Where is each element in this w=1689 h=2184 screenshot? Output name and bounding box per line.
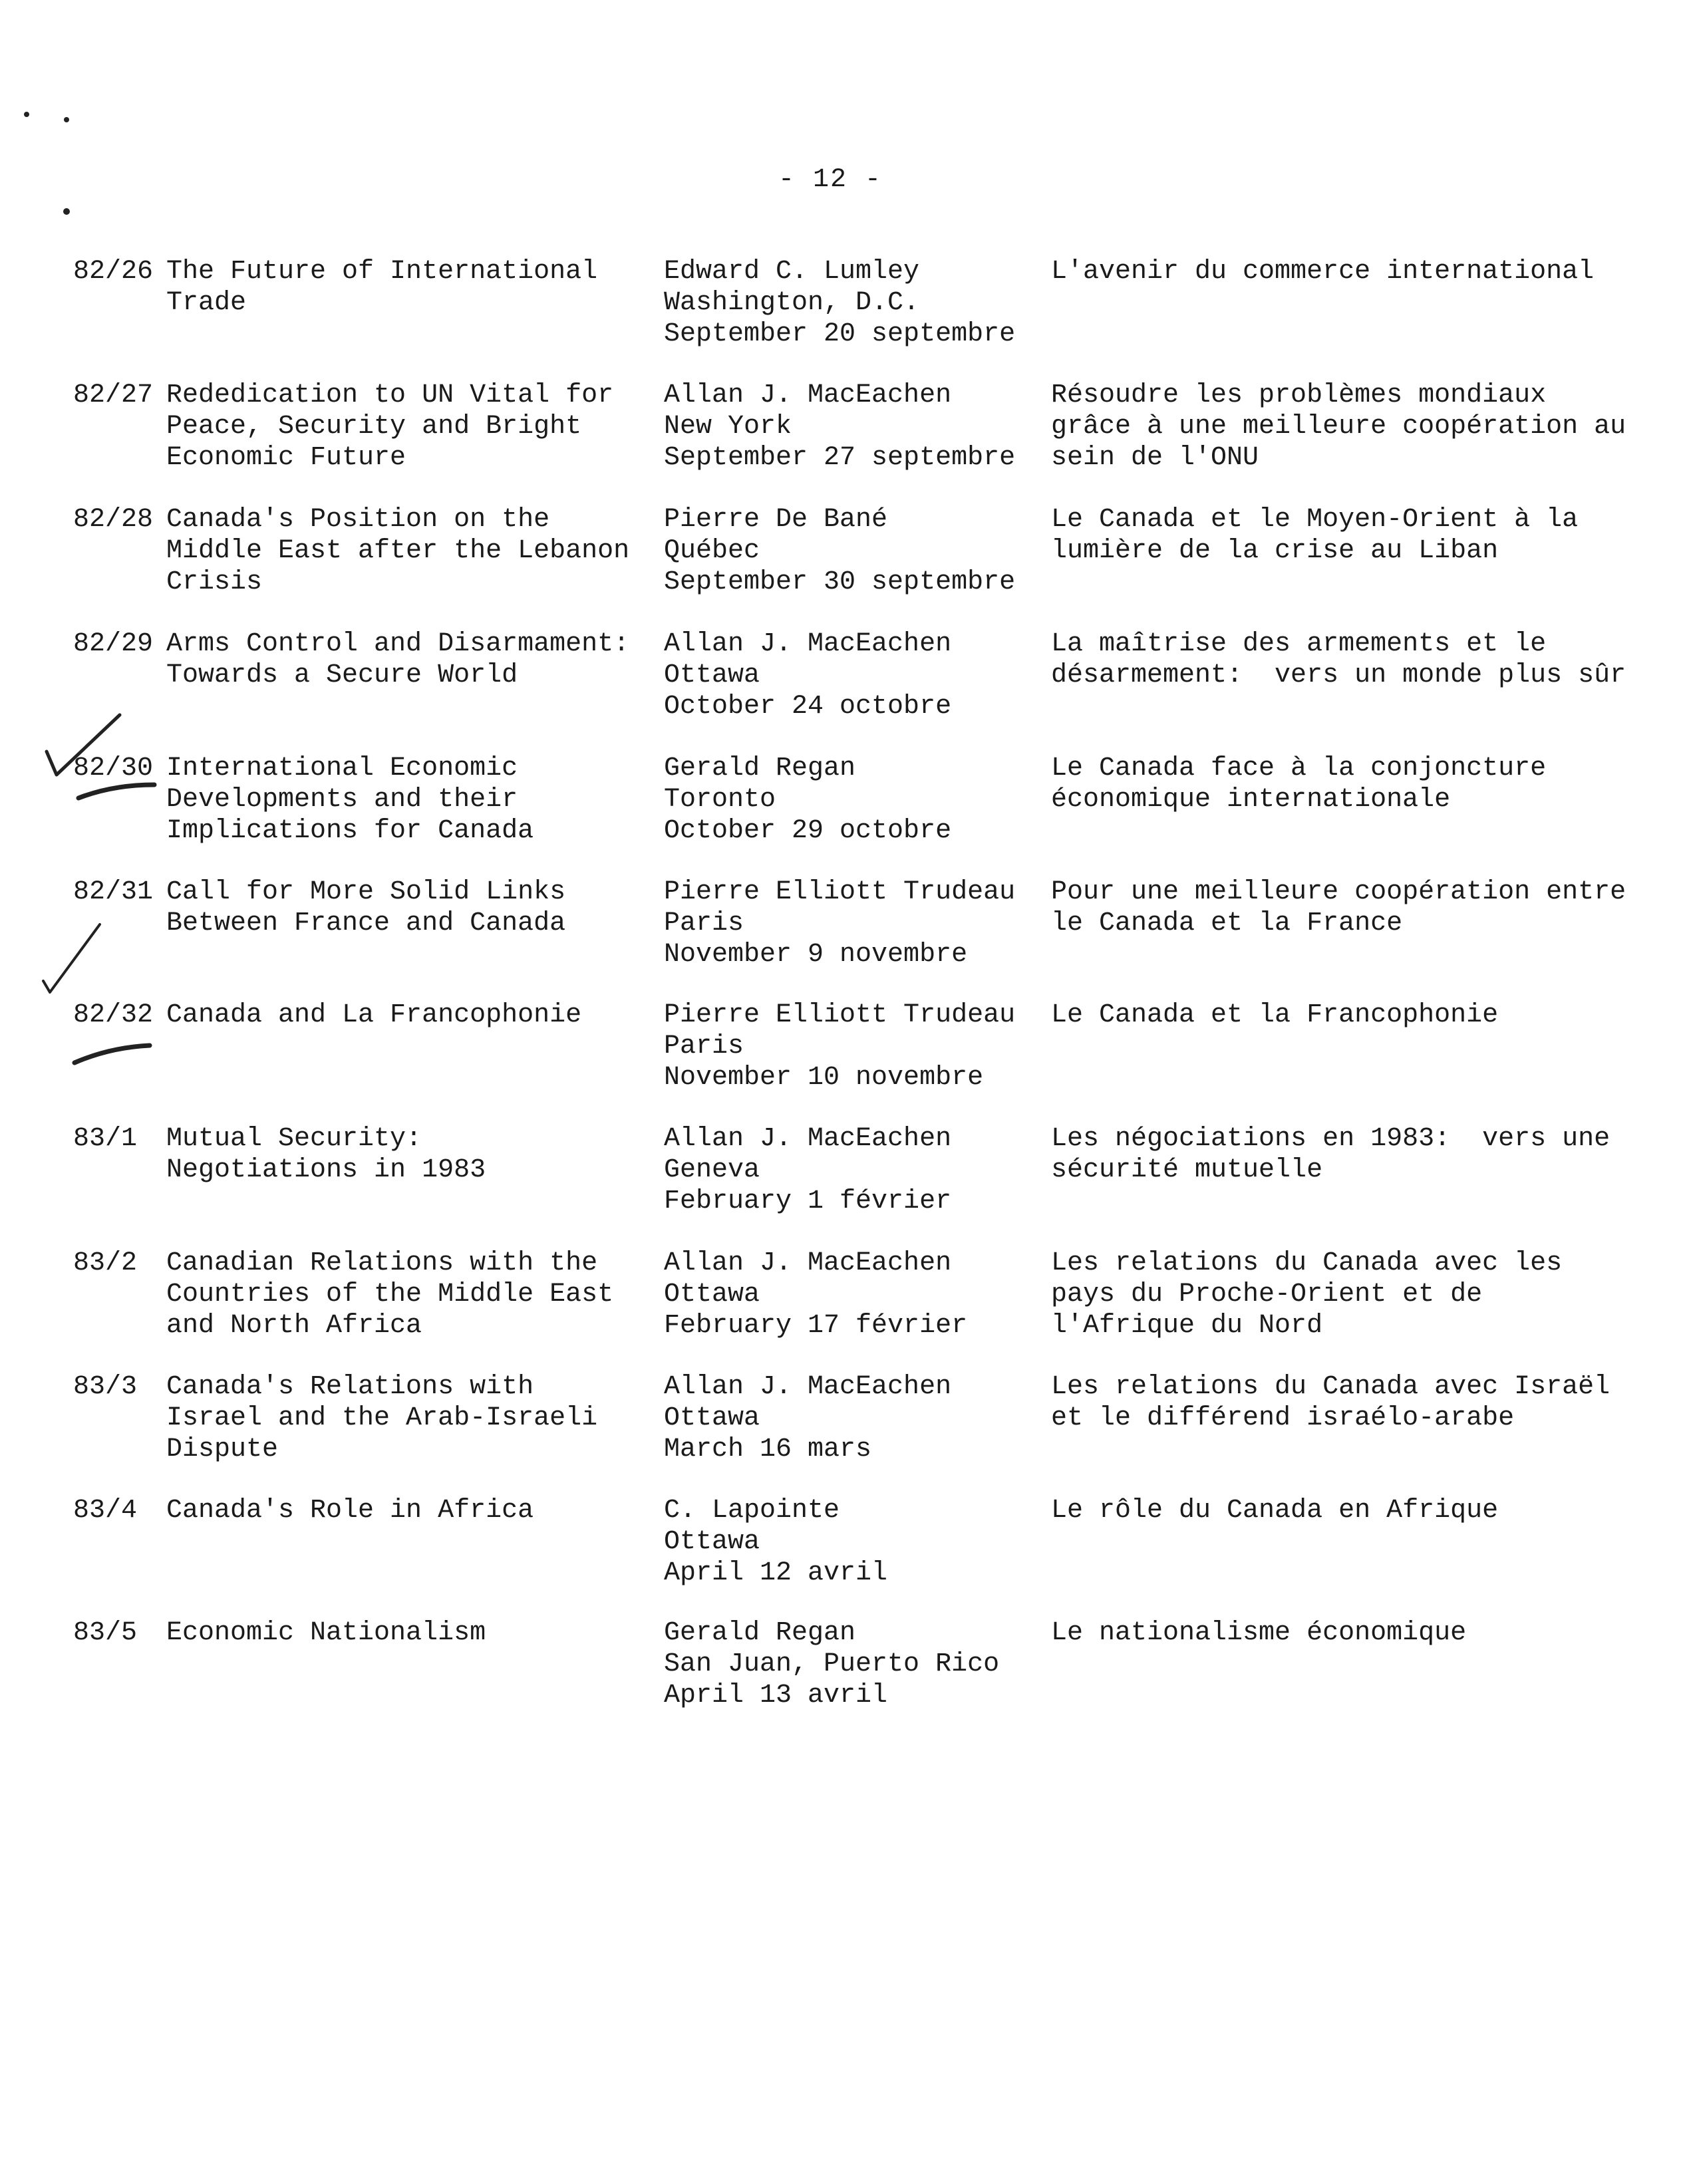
speaker-info-line: Ottawa bbox=[664, 1527, 760, 1557]
speech-title bbox=[166, 1248, 645, 1341]
french-title-line: Le Canada face à la conjoncture bbox=[1051, 753, 1547, 783]
speaker-info-line: Paris bbox=[664, 908, 744, 938]
speaker-info bbox=[664, 504, 1036, 598]
french-title-line: sein de l'ONU bbox=[1051, 443, 1259, 473]
french-title-line: Les relations du Canada avec les bbox=[1051, 1248, 1563, 1278]
page-number: - 12 - bbox=[778, 165, 883, 195]
french-title-line: lumière de la crise au Liban bbox=[1051, 536, 1499, 566]
speaker-info-line: Washington, D.C. bbox=[664, 288, 920, 318]
speaker-info-line: Ottawa bbox=[664, 660, 760, 690]
speaker-info bbox=[664, 256, 1036, 350]
speech-title-line: Canada's Relations with bbox=[166, 1372, 534, 1402]
french-title bbox=[1051, 1123, 1636, 1186]
speech-title bbox=[166, 753, 645, 847]
speaker-info-line: Pierre De Bané bbox=[664, 505, 888, 535]
speaker-info-line: Allan J. MacEachen bbox=[664, 629, 952, 659]
speaker-info-line: San Juan, Puerto Rico bbox=[664, 1649, 1000, 1679]
speech-title-line: Rededication to UN Vital for bbox=[166, 380, 614, 410]
speech-number: 82/32 bbox=[73, 1000, 154, 1030]
speaker-info-line: October 29 octobre bbox=[664, 816, 952, 846]
speaker-info bbox=[664, 1617, 1036, 1711]
underline-mark bbox=[78, 785, 154, 798]
speech-title bbox=[166, 1617, 645, 1649]
speaker-info bbox=[664, 1248, 1036, 1341]
speaker-info-line: Toronto bbox=[664, 785, 776, 815]
speech-title-line: Arms Control and Disarmament: bbox=[166, 629, 630, 659]
speaker-info-line: February 17 février bbox=[664, 1311, 968, 1341]
french-title-line: pays du Proche-Orient et de bbox=[1051, 1280, 1483, 1309]
speech-title-line: Between France and Canada bbox=[166, 908, 566, 938]
speaker-info bbox=[664, 1495, 1036, 1589]
french-title-line: Pour une meilleure coopération entre bbox=[1051, 877, 1626, 907]
margin-dot bbox=[64, 117, 69, 122]
french-title-line: Résoudre les problèmes mondiaux bbox=[1051, 380, 1547, 410]
speech-title bbox=[166, 877, 645, 939]
speaker-info-line: Québec bbox=[664, 536, 760, 566]
speech-title-line: Canadian Relations with the bbox=[166, 1248, 598, 1278]
speech-number: 83/5 bbox=[73, 1618, 138, 1648]
speech-title bbox=[166, 256, 645, 319]
french-title-line: Le rôle du Canada en Afrique bbox=[1051, 1496, 1499, 1526]
french-title-line: l'Afrique du Nord bbox=[1051, 1311, 1323, 1341]
speech-title-line: Negotiations in 1983 bbox=[166, 1155, 486, 1185]
french-title-line: Les relations du Canada avec Israël bbox=[1051, 1372, 1611, 1402]
speaker-info-line: November 10 novembre bbox=[664, 1063, 984, 1093]
french-title-line: Le Canada et la Francophonie bbox=[1051, 1000, 1499, 1030]
french-title bbox=[1051, 628, 1636, 691]
french-title-line: économique internationale bbox=[1051, 785, 1451, 815]
speech-title-line: Canada and La Francophonie bbox=[166, 1000, 582, 1030]
french-title-line: L'avenir du commerce international bbox=[1051, 257, 1595, 287]
speech-title-line: Trade bbox=[166, 288, 247, 318]
speech-number: 82/31 bbox=[73, 877, 154, 907]
french-title bbox=[1051, 1617, 1636, 1649]
speech-title-line: Peace, Security and Bright bbox=[166, 412, 582, 442]
french-title bbox=[1051, 1000, 1636, 1031]
speech-title-line: Developments and their bbox=[166, 785, 518, 815]
speaker-info-line: Allan J. MacEachen bbox=[664, 1124, 952, 1154]
french-title bbox=[1051, 504, 1636, 567]
french-title-line: La maîtrise des armements et le bbox=[1051, 629, 1547, 659]
french-title-line: désarmement: vers un monde plus sûr bbox=[1051, 660, 1626, 690]
speech-number: 82/28 bbox=[73, 505, 154, 535]
speaker-info-line: September 20 septembre bbox=[664, 319, 1016, 349]
french-title-line: le Canada et la France bbox=[1051, 908, 1403, 938]
speaker-info-line: April 13 avril bbox=[664, 1681, 888, 1710]
speech-number: 82/29 bbox=[73, 629, 154, 659]
speaker-info-line: Ottawa bbox=[664, 1280, 760, 1309]
speech-title-line: Dispute bbox=[166, 1434, 279, 1464]
speaker-info-line: New York bbox=[664, 412, 792, 442]
speaker-info-line: March 16 mars bbox=[664, 1434, 872, 1464]
french-title-line: Le Canada et le Moyen-Orient à la bbox=[1051, 505, 1579, 535]
speaker-info-line: C. Lapointe bbox=[664, 1496, 840, 1526]
checkmark-icon bbox=[43, 924, 100, 992]
speech-title-line: Economic Nationalism bbox=[166, 1618, 486, 1648]
speaker-info-line: Allan J. MacEachen bbox=[664, 1372, 952, 1402]
speech-number: 82/27 bbox=[73, 380, 154, 410]
speech-title-line: Canada's Position on the bbox=[166, 505, 550, 535]
speech-title-line: Call for More Solid Links bbox=[166, 877, 566, 907]
speech-title-line: The Future of International bbox=[166, 257, 598, 287]
french-title bbox=[1051, 877, 1636, 939]
speech-title-line: Implications for Canada bbox=[166, 816, 534, 846]
speaker-info-line: Ottawa bbox=[664, 1403, 760, 1433]
speaker-info-line: Edward C. Lumley bbox=[664, 257, 920, 287]
margin-dot bbox=[24, 112, 29, 117]
french-title-line: Les négociations en 1983: vers une bbox=[1051, 1124, 1611, 1154]
speaker-info-line: November 9 novembre bbox=[664, 940, 968, 970]
speaker-info-line: Geneva bbox=[664, 1155, 760, 1185]
speech-title bbox=[166, 380, 645, 474]
speech-number: 83/3 bbox=[73, 1372, 138, 1402]
speech-title bbox=[166, 1000, 645, 1031]
speaker-info-line: Pierre Elliott Trudeau bbox=[664, 877, 1016, 907]
speech-title bbox=[166, 1371, 645, 1465]
speaker-info-line: Pierre Elliott Trudeau bbox=[664, 1000, 1016, 1030]
speaker-info bbox=[664, 1123, 1036, 1217]
speech-title-line: Economic Future bbox=[166, 443, 406, 473]
speaker-info-line: Gerald Regan bbox=[664, 753, 856, 783]
speaker-info-line: February 1 février bbox=[664, 1186, 952, 1216]
speaker-info bbox=[664, 380, 1036, 474]
speech-title-line: Middle East after the Lebanon bbox=[166, 536, 630, 566]
speaker-info-line: April 12 avril bbox=[664, 1558, 888, 1588]
margin-dot bbox=[63, 208, 70, 215]
speaker-info bbox=[664, 1000, 1036, 1093]
speech-number: 82/26 bbox=[73, 257, 154, 287]
underline-mark bbox=[75, 1045, 150, 1063]
speaker-info bbox=[664, 877, 1036, 970]
speech-number: 83/4 bbox=[73, 1496, 138, 1526]
speaker-info-line: Gerald Regan bbox=[664, 1618, 856, 1648]
speech-number: 83/1 bbox=[73, 1124, 138, 1154]
speech-title bbox=[166, 1123, 645, 1186]
speech-title bbox=[166, 628, 645, 691]
french-title-line: Le nationalisme économique bbox=[1051, 1618, 1467, 1648]
speaker-info-line: Allan J. MacEachen bbox=[664, 380, 952, 410]
speech-title bbox=[166, 1495, 645, 1526]
speech-title-line: Countries of the Middle East bbox=[166, 1280, 614, 1309]
french-title bbox=[1051, 256, 1636, 287]
speech-title-line: International Economic bbox=[166, 753, 518, 783]
speech-title-line: Towards a Secure World bbox=[166, 660, 518, 690]
speech-title bbox=[166, 504, 645, 598]
french-title bbox=[1051, 1495, 1636, 1526]
speaker-info-line: Allan J. MacEachen bbox=[664, 1248, 952, 1278]
speech-title-line: Canada's Role in Africa bbox=[166, 1496, 534, 1526]
french-title-line: grâce à une meilleure coopération au bbox=[1051, 412, 1626, 442]
speech-title-line: and North Africa bbox=[166, 1311, 422, 1341]
speech-number: 82/30 bbox=[73, 753, 154, 783]
speaker-info bbox=[664, 628, 1036, 722]
speech-title-line: Israel and the Arab-Israeli bbox=[166, 1403, 598, 1433]
speaker-info bbox=[664, 1371, 1036, 1465]
speaker-info-line: Paris bbox=[664, 1031, 744, 1061]
speech-title-line: Mutual Security: bbox=[166, 1124, 422, 1154]
french-title bbox=[1051, 380, 1636, 474]
speaker-info-line: September 30 septembre bbox=[664, 567, 1016, 597]
french-title-line: sécurité mutuelle bbox=[1051, 1155, 1323, 1185]
french-title bbox=[1051, 1248, 1636, 1341]
speech-number: 83/2 bbox=[73, 1248, 138, 1278]
speaker-info-line: October 24 octobre bbox=[664, 692, 952, 722]
speaker-info bbox=[664, 753, 1036, 847]
french-title bbox=[1051, 753, 1636, 815]
french-title-line: et le différend israélo-arabe bbox=[1051, 1403, 1515, 1433]
french-title bbox=[1051, 1371, 1636, 1434]
speech-title-line: Crisis bbox=[166, 567, 263, 597]
speaker-info-line: September 27 septembre bbox=[664, 443, 1016, 473]
